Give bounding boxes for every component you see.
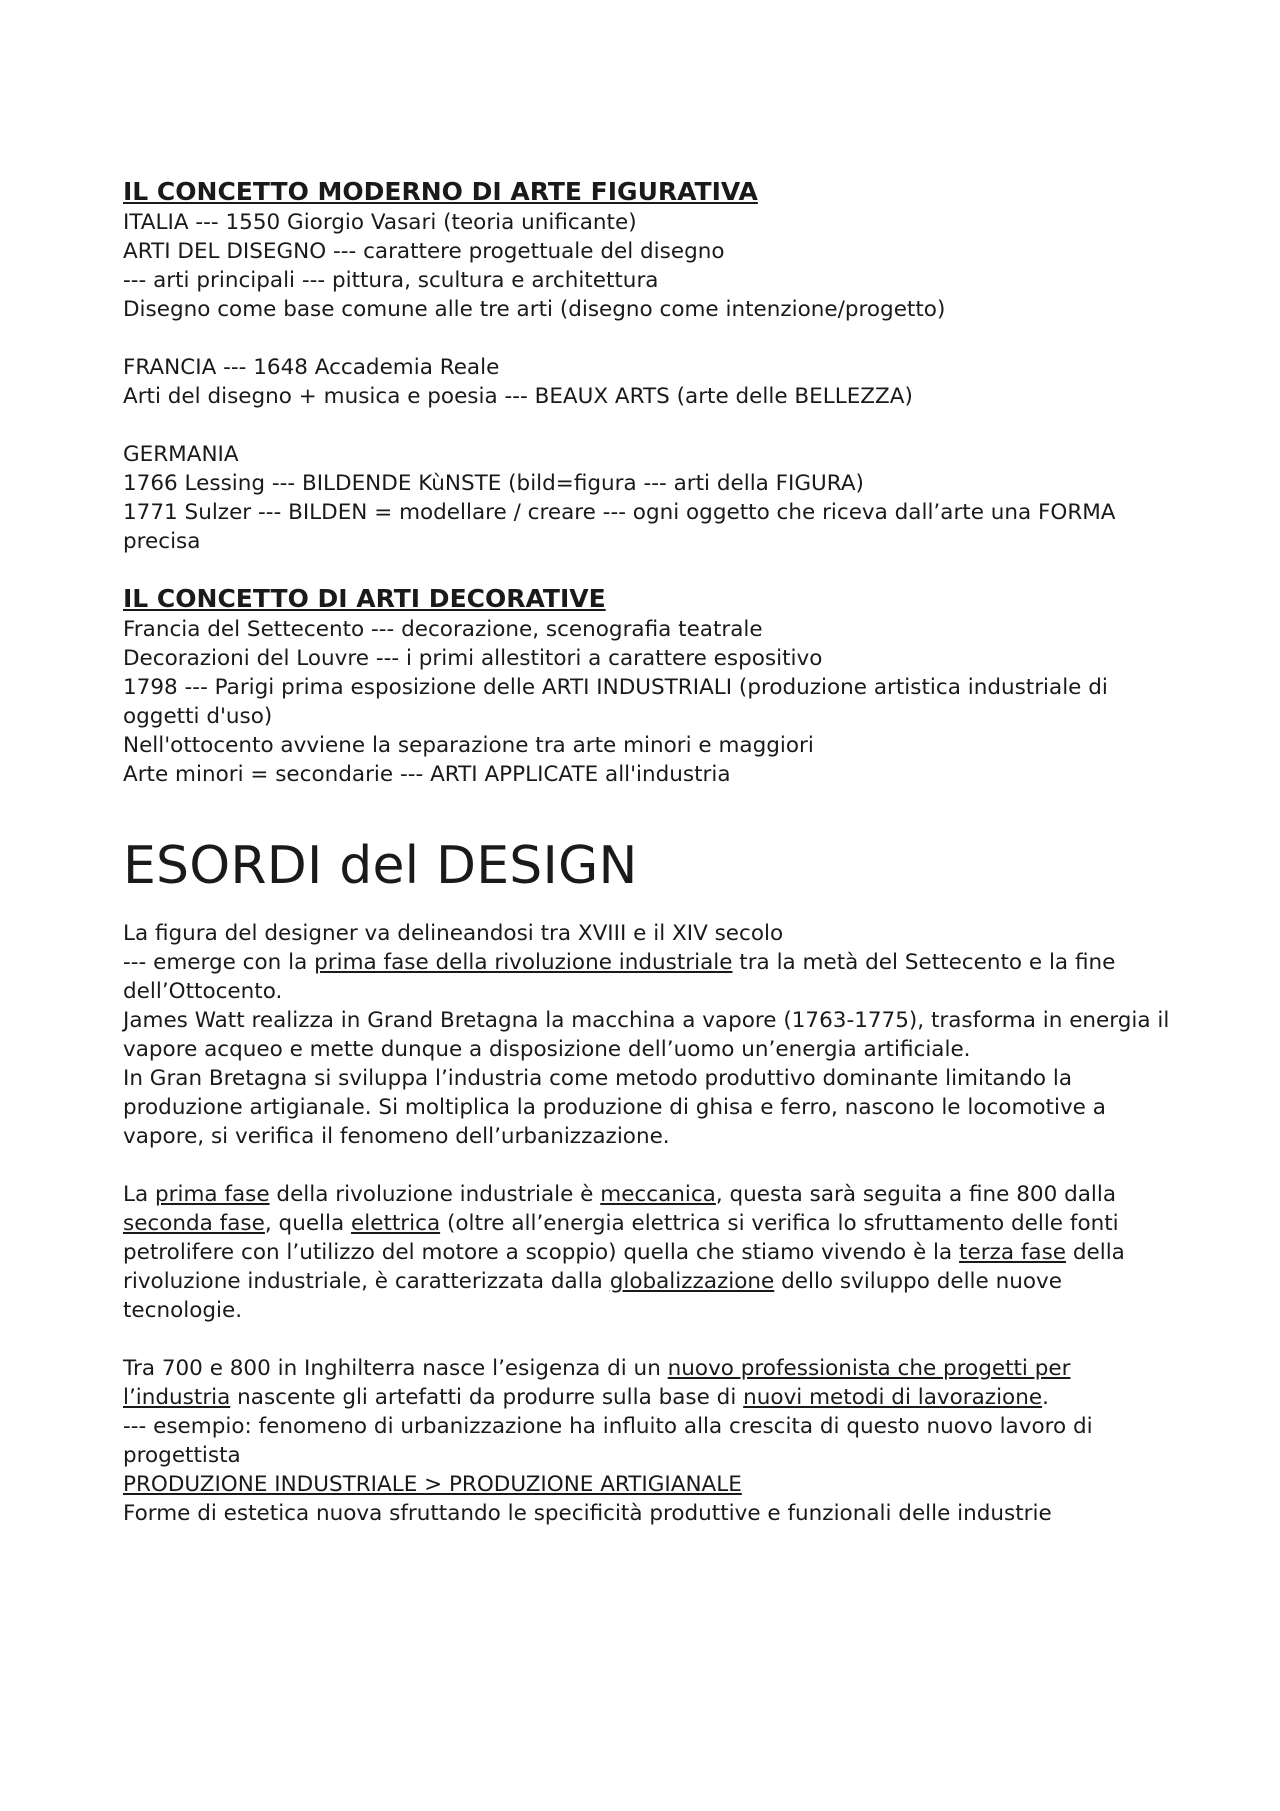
- underlined-text: globalizzazione: [609, 1269, 775, 1294]
- text-line: Arte minori = secondarie --- ARTI APPLICATE all'industria: [123, 762, 731, 787]
- paragraph: Tra 700 e 800 in Inghilterra nasce l’esigenza di un nuovo professionista che progetti per l’industria nascente gli artefatti da produrre sulla base di nuovi metodi di lavorazione.: [123, 1356, 1071, 1410]
- paragraph: In Gran Bretagna si sviluppa l’industria come metodo produttivo dominante limitando la produzione artigianale. Si moltiplica la produzione di ghisa e ferro, nascono le locomotive a vapore, si verifica il fenomeno dell’urbanizzazione.: [123, 1066, 1106, 1149]
- heading-arte-figurativa: IL CONCETTO MODERNO DI ARTE FIGURATIVA: [123, 177, 758, 206]
- underlined-text: terza fase: [959, 1240, 1067, 1265]
- text-line: Francia del Settecento --- decorazione, scenografia teatrale: [123, 617, 763, 642]
- text-line: 1798 --- Parigi prima esposizione delle ARTI INDUSTRIALI (produzione artistica industriale di oggetti d'uso): [123, 675, 1108, 729]
- text-line: --- arti principali --- pittura, scultura e architettura: [123, 268, 659, 293]
- underlined-text: PRODUZIONE INDUSTRIALE > PRODUZIONE ARTIGIANALE: [123, 1472, 742, 1497]
- underlined-text: prima fase: [155, 1182, 270, 1207]
- document-page: [123, 176, 1183, 1528]
- text-line: Disegno come base comune alle tre arti (disegno come intenzione/progetto): [123, 297, 946, 322]
- text-line: Forme di estetica nuova sfruttando le specificità produttive e funzionali delle industrie: [123, 1501, 1052, 1526]
- underlined-text: meccanica: [600, 1182, 716, 1207]
- text-line: 1766 Lessing --- BILDENDE KùNSTE (bild=figura --- arti della FIGURA): [123, 471, 864, 496]
- text-line: ARTI DEL DISEGNO --- carattere progettuale del disegno: [123, 239, 725, 264]
- heading-arti-decorative: IL CONCETTO DI ARTI DECORATIVE: [123, 584, 606, 613]
- text-line: Decorazioni del Louvre --- i primi allestitori a carattere espositivo: [123, 646, 823, 671]
- underlined-text: seconda fase: [123, 1211, 265, 1236]
- heading-esordi-design: ESORDI del DESIGN: [123, 836, 638, 896]
- paragraph: James Watt realizza in Grand Bretagna la macchina a vapore (1763-1775), trasforma in energia il vapore acqueo e mette dunque a disposizione dell’uomo un’energia artificiale.: [123, 1008, 1170, 1062]
- text-line: 1771 Sulzer --- BILDEN = modellare / creare --- ogni oggetto che riceva dall’arte una FORMA precisa: [123, 500, 1116, 554]
- text-line: FRANCIA --- 1648 Accademia Reale: [123, 355, 500, 380]
- text-line: ITALIA --- 1550 Giorgio Vasari (teoria unificante): [123, 210, 637, 235]
- underlined-text: prima fase della rivoluzione industriale: [314, 950, 733, 975]
- text-line: Nell'ottocento avviene la separazione tra arte minori e maggiori: [123, 733, 814, 758]
- text-line: GERMANIA: [123, 442, 239, 467]
- paragraph: --- esempio: fenomeno di urbanizzazione ha influito alla crescita di questo nuovo lavoro di progettista: [123, 1414, 1093, 1468]
- underlined-text: nuovo professionista che progetti per l’industria: [123, 1356, 1071, 1410]
- text-line: La figura del designer va delineandosi tra XVIII e il XIV secolo: [123, 921, 784, 946]
- underlined-text: elettrica: [351, 1211, 441, 1236]
- underlined-text: nuovi metodi di lavorazione: [743, 1385, 1043, 1410]
- text-line: Arti del disegno + musica e poesia --- BEAUX ARTS (arte delle BELLEZZA): [123, 384, 913, 409]
- paragraph: La prima fase della rivoluzione industriale è meccanica, questa sarà seguita a fine 800 dalla seconda fase, quella elettrica (oltre all’energia elettrica si verifica lo sfruttamento delle fonti petrolifere con l’utilizzo del motore a scoppio) quella che stiamo vivendo è la terza fase della rivoluzione industriale, è caratterizzata dalla globalizzazione dello sviluppo delle nuove tecnologie.: [123, 1182, 1125, 1323]
- paragraph: --- emerge con la prima fase della rivoluzione industriale tra la metà del Settecento e la fine dell’Ottocento.: [123, 950, 1116, 1004]
